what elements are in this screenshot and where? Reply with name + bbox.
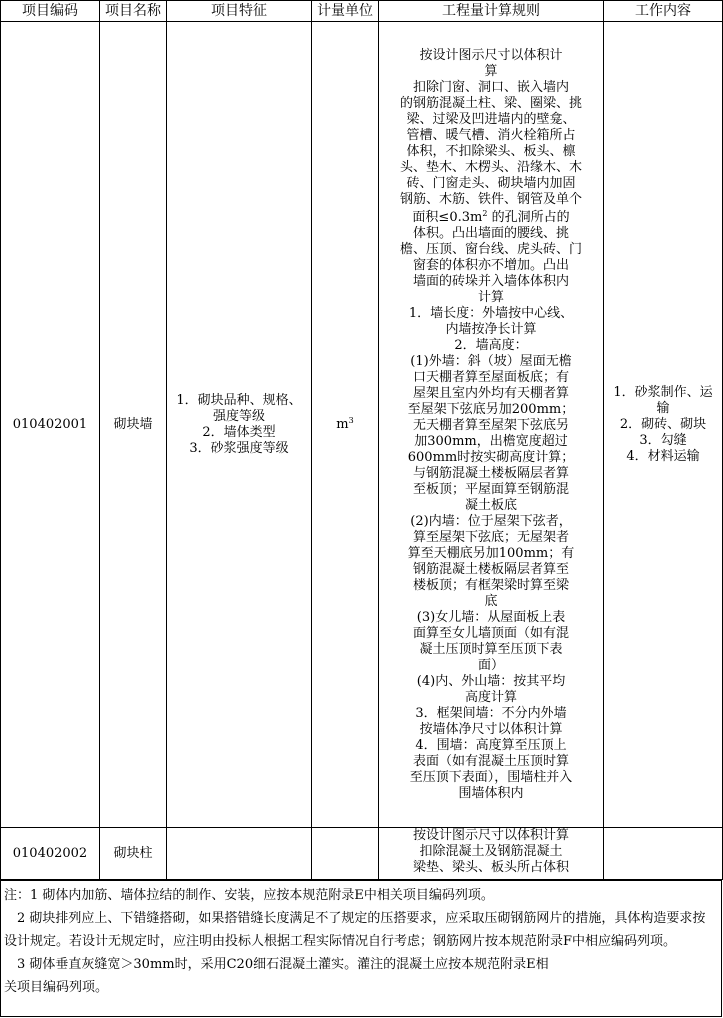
feature-line: 1．砌块品种、规格、 <box>176 392 302 408</box>
rules-line: 算至天棚底另加100mm；有 <box>407 545 575 561</box>
item-unit <box>312 22 379 828</box>
item-features <box>167 828 312 880</box>
rules-line: 扣除门窗、洞口、嵌入墙内 <box>412 79 569 95</box>
rules-block <box>385 226 597 802</box>
rules-line: 面） <box>477 657 504 673</box>
header-unit: 计量单位 <box>312 1 379 22</box>
rules-line: 围墙体积内 <box>458 785 524 801</box>
item-name: 砌块墙 <box>100 22 167 828</box>
rules-line: 至压顶下表面），围墙柱并入 <box>409 769 573 785</box>
rules-line: 砖、门窗走头、砌块墙内加固 <box>406 175 576 191</box>
item-features <box>167 22 312 828</box>
rules-block <box>385 828 597 876</box>
note-3: 3 砌体垂直灰缝宽＞30mm时，采用C20细石混凝土灌实。灌注的混凝土应按本规范附录E相 <box>17 957 549 972</box>
rules-line: 加300mm，出檐宽度超过 <box>414 433 568 449</box>
header-code: 项目编码 <box>1 1 100 22</box>
rules-line: 按设计图示尺寸以体积计算 <box>412 828 569 843</box>
rules-line: 凝土板底 <box>464 497 517 513</box>
rules-line: 钢筋混凝土楼板隔层者算至 <box>412 561 569 577</box>
feature-line: 强度等级 <box>212 408 265 424</box>
rules-line: 无天棚者算至屋架下弦底另 <box>412 417 569 433</box>
item-rules <box>379 22 604 828</box>
rules-line: 檐、压顶、窗台线、虎头砖、门 <box>399 241 582 257</box>
rules-line: 高度计算 <box>464 689 517 705</box>
table-row <box>1 828 723 880</box>
header-features: 项目特征 <box>167 1 312 22</box>
rules-line: 表面（如有混凝土压顶时算 <box>412 753 569 769</box>
rules-line: 4．围墙：高度算至压顶上 <box>415 737 567 753</box>
item-unit <box>312 828 379 880</box>
work-line: 2．砌砖、砌块 <box>619 416 707 432</box>
rules-line: 梁、过梁及凹进墙内的壁龛、 <box>406 111 576 127</box>
rules-line: (1)外墙：斜（坡）屋面无檐 <box>410 353 572 369</box>
item-code: 010402001 <box>1 22 100 828</box>
rules-block <box>385 48 597 208</box>
rules-line: 梁垫、梁头、板头所占体积 <box>412 860 569 875</box>
rules-line: 按设计图示尺寸以体积计 <box>419 47 563 63</box>
rules-line: (4)内、外山墙：按其平均 <box>416 673 566 689</box>
rules-area-line <box>385 210 597 226</box>
item-code: 010402002 <box>1 828 100 880</box>
unit-text: m <box>336 416 349 432</box>
header-rules: 工程量计算规则 <box>379 1 604 22</box>
header-row <box>1 1 723 22</box>
rules-line: 2．墙高度： <box>454 337 528 353</box>
rules-line: 管槽、暖气槽、消火栓箱所占 <box>406 127 576 143</box>
header-work: 工作内容 <box>604 1 723 22</box>
rules-line: 头、垫木、木楞头、沿缘木、木 <box>399 159 582 175</box>
rules-line: 计算 <box>477 289 504 305</box>
rules-line: (3)女儿墙：从屋面板上表 <box>416 609 566 625</box>
rules-line: 与钢筋混凝土楼板隔层者算 <box>412 465 569 481</box>
note-1: 注：1 砌体内加筋、墙体拉结的制作、安装，应按本规范附录E中相关项目编码列项。 <box>4 888 494 903</box>
rules-line: 窗套的体积亦不增加。凸出 <box>412 257 569 273</box>
rules-line: (2)内墙：位于屋架下弦者， <box>410 513 572 529</box>
rules-line: 屋架且室内外均有天棚者算 <box>412 385 569 401</box>
unit-superscript: 3 <box>348 415 354 425</box>
table-row <box>1 22 723 828</box>
item-name: 砌块柱 <box>100 828 167 880</box>
rules-line: 钢筋、木筋、铁件、钢管及单个 <box>399 191 582 207</box>
rules-line: 楼板顶；有框架梁时算至梁 <box>412 577 569 593</box>
rules-line: 1．墙长度：外墙按中心线、 <box>408 305 574 321</box>
rules-line: 3．框架间墙：不分内外墙 <box>415 705 567 721</box>
rules-line: 墙面的砖垛并入墙体体积内 <box>412 273 569 289</box>
rules-line: 算至屋架下弦底；无屋架者 <box>412 529 569 545</box>
rules-area-superscript: 2 <box>482 208 488 218</box>
rules-line: 的钢筋混凝土柱、梁、圈梁、挑 <box>399 95 582 111</box>
rules-line: 体积，不扣除梁头、板头、檩 <box>406 143 576 159</box>
note-2: 2 砌块排列应上、下错缝搭砌，如果搭错缝长度满足不了规定的压搭要求，应采取压砌钢筋网片的措施，具体构造要求按设计规定。若设计无规定时，应注明由投标人根据工程实际情况自行考虑；钢筋网片按本规范附录F中相应编码列项。 <box>4 911 706 949</box>
work-line: 1．砂浆制作、运 <box>613 384 713 400</box>
work-line: 4．材料运输 <box>626 448 700 464</box>
rules-line: 至屋架下弦底另加200mm； <box>407 401 575 417</box>
work-line: 输 <box>656 400 670 416</box>
feature-line: 2．墙体类型 <box>202 424 276 440</box>
rules-line: 面算至女儿墙顶面（如有混 <box>412 625 569 641</box>
rules-line: 至板顶；平屋面算至钢筋混 <box>412 481 569 497</box>
rules-line: 600mm时按实砌高度计算； <box>407 449 575 465</box>
note-3-continued: 关项目编码列项。 <box>4 980 109 995</box>
item-work <box>604 828 723 880</box>
rules-line: 口天棚者算至屋面板底；有 <box>412 369 569 385</box>
rules-line: 扣除混凝土及钢筋混凝土 <box>419 844 563 859</box>
rules-line: 体积。凸出墙面的腰线、挑 <box>412 225 569 241</box>
rules-line: 按墙体净尺寸以体积计算 <box>419 721 563 737</box>
notes-section <box>0 880 722 1017</box>
feature-line: 3．砂浆强度等级 <box>189 440 289 456</box>
work-line: 3．勾缝 <box>639 432 687 448</box>
rules-line: 算 <box>484 63 498 79</box>
rules-line: 底 <box>484 593 498 609</box>
header-name: 项目名称 <box>100 1 167 22</box>
rules-area-suffix: 的孔洞所占的 <box>491 209 570 225</box>
rules-line: 凝土压顶时算至压顶下表 <box>419 641 563 657</box>
rules-area-prefix: 面积≤0.3m <box>412 209 483 225</box>
rules-line: 内墙按净长计算 <box>445 321 537 337</box>
item-rules <box>379 828 604 880</box>
item-work <box>604 22 723 828</box>
